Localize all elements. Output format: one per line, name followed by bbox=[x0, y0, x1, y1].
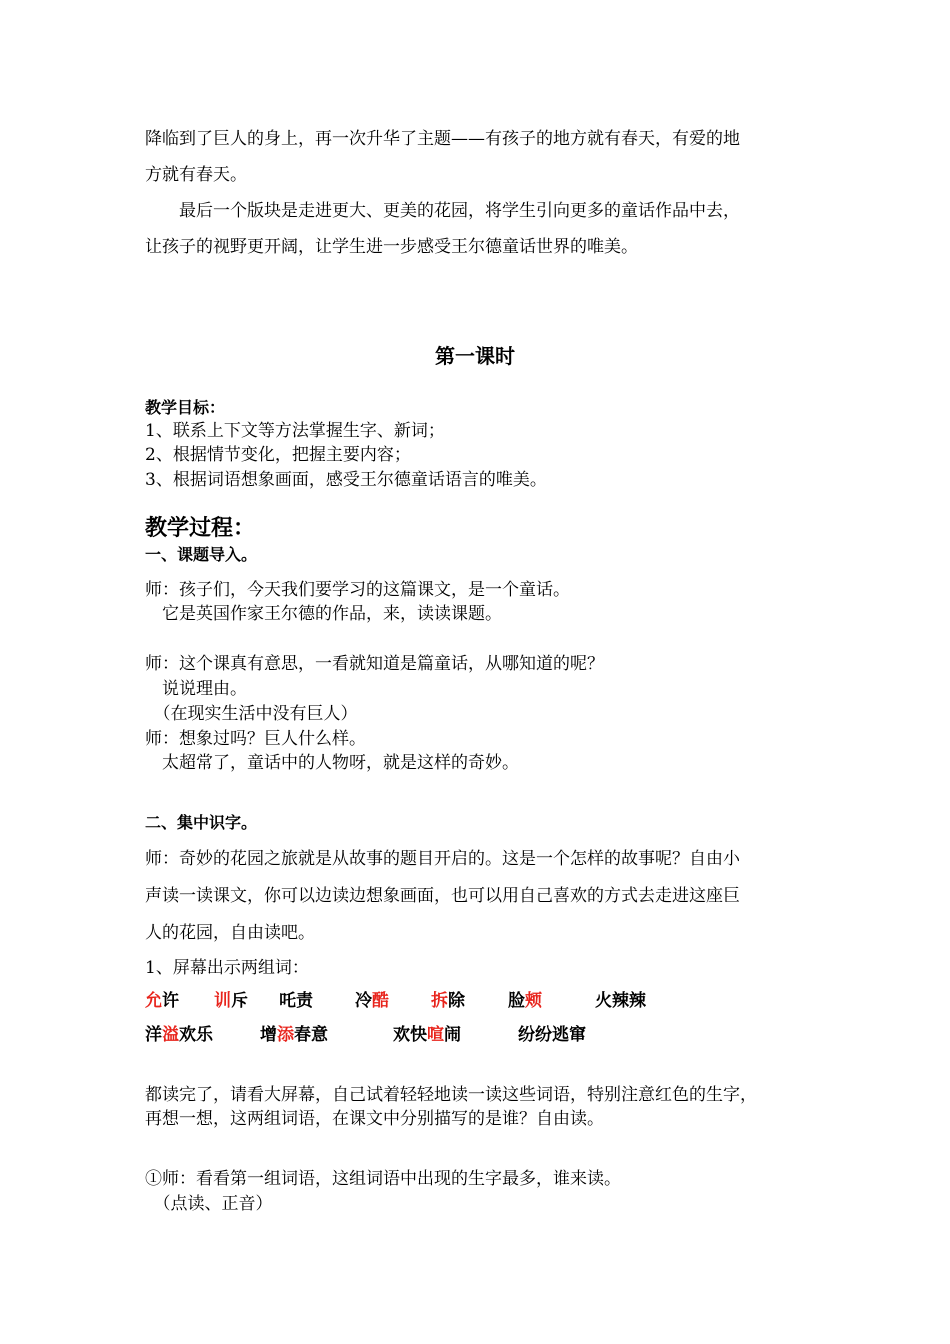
vocab-word: 纷纷逃窜 bbox=[518, 1025, 586, 1045]
step-line: ①师：看看第一组词语，这组词语中出现的生字最多，谁来读。 bbox=[145, 1169, 621, 1189]
step-note: （点读、正音） bbox=[145, 1194, 273, 1214]
vocab-word: 欢快喧闹 bbox=[393, 1025, 461, 1045]
dialogue-line: 太超常了，童话中的人物呀，就是这样的奇妙。 bbox=[145, 753, 519, 773]
goal-item: 1、联系上下文等方法掌握生字、新词； bbox=[145, 421, 445, 441]
lesson-title: 第一课时 bbox=[435, 344, 515, 368]
goal-item: 3、根据词语想象画面，感受王尔德童话语言的唯美。 bbox=[145, 470, 547, 490]
vocab-word: 火辣辣 bbox=[595, 991, 646, 1011]
dialogue-line: （在现实生活中没有巨人） bbox=[145, 704, 358, 724]
dialogue-line: 它是英国作家王尔德的作品，来，读读课题。 bbox=[145, 604, 502, 624]
dialogue-line: 说说理由。 bbox=[145, 679, 247, 699]
intro-paragraph-line: 降临到了巨人的身上，再一次升华了主题——有孩子的地方就有春天，有爱的地 bbox=[145, 129, 740, 149]
section1-heading: 一、课题导入。 bbox=[145, 545, 258, 564]
section2-intro-line: 师：奇妙的花园之旅就是从故事的题目开启的。这是一个怎样的故事呢？自由小 bbox=[145, 849, 740, 869]
dialogue-line: 师：孩子们，今天我们要学习的这篇课文，是一个童话。 bbox=[145, 580, 570, 600]
intro-paragraph-line: 方就有春天。 bbox=[145, 165, 247, 185]
vocab-word: 脸颊 bbox=[508, 991, 542, 1011]
goals-heading: 教学目标： bbox=[145, 398, 226, 417]
section2-intro-line: 人的花园，自由读吧。 bbox=[145, 923, 315, 943]
vocab-word: 冷酷 bbox=[355, 991, 389, 1011]
vocab-word: 吒责 bbox=[279, 991, 313, 1011]
goal-item: 2、根据情节变化，把握主要内容； bbox=[145, 445, 411, 465]
section2-heading: 二、集中识字。 bbox=[145, 813, 258, 832]
vocab-word: 训斥 bbox=[214, 991, 248, 1011]
vocab-word: 洋溢欢乐 bbox=[145, 1025, 213, 1045]
vocab-word: 允许 bbox=[145, 991, 179, 1011]
process-heading: 教学过程： bbox=[145, 516, 256, 541]
screen-label: 1、屏幕出示两组词： bbox=[145, 958, 309, 978]
dialogue-line: 师：想象过吗？巨人什么样。 bbox=[145, 729, 366, 749]
vocab-word: 增添春意 bbox=[260, 1025, 328, 1045]
intro-paragraph-line: 让孩子的视野更开阔，让学生进一步感受王尔德童话世界的唯美。 bbox=[145, 237, 638, 257]
vocab-word: 拆除 bbox=[431, 991, 465, 1011]
instruction-line: 再想一想，这两组词语，在课文中分别描写的是谁？自由读。 bbox=[145, 1109, 604, 1129]
dialogue-line: 师：这个课真有意思，一看就知道是篇童话，从哪知道的呢？ bbox=[145, 654, 604, 674]
intro-paragraph-line: 最后一个版块是走进更大、更美的花园，将学生引向更多的童话作品中去， bbox=[145, 201, 740, 221]
section2-intro-line: 声读一读课文，你可以边读边想象画面，也可以用自己喜欢的方式去走进这座巨 bbox=[145, 886, 740, 906]
instruction-line: 都读完了，请看大屏幕，自己试着轻轻地读一读这些词语，特别注意红色的生字， bbox=[145, 1085, 757, 1105]
